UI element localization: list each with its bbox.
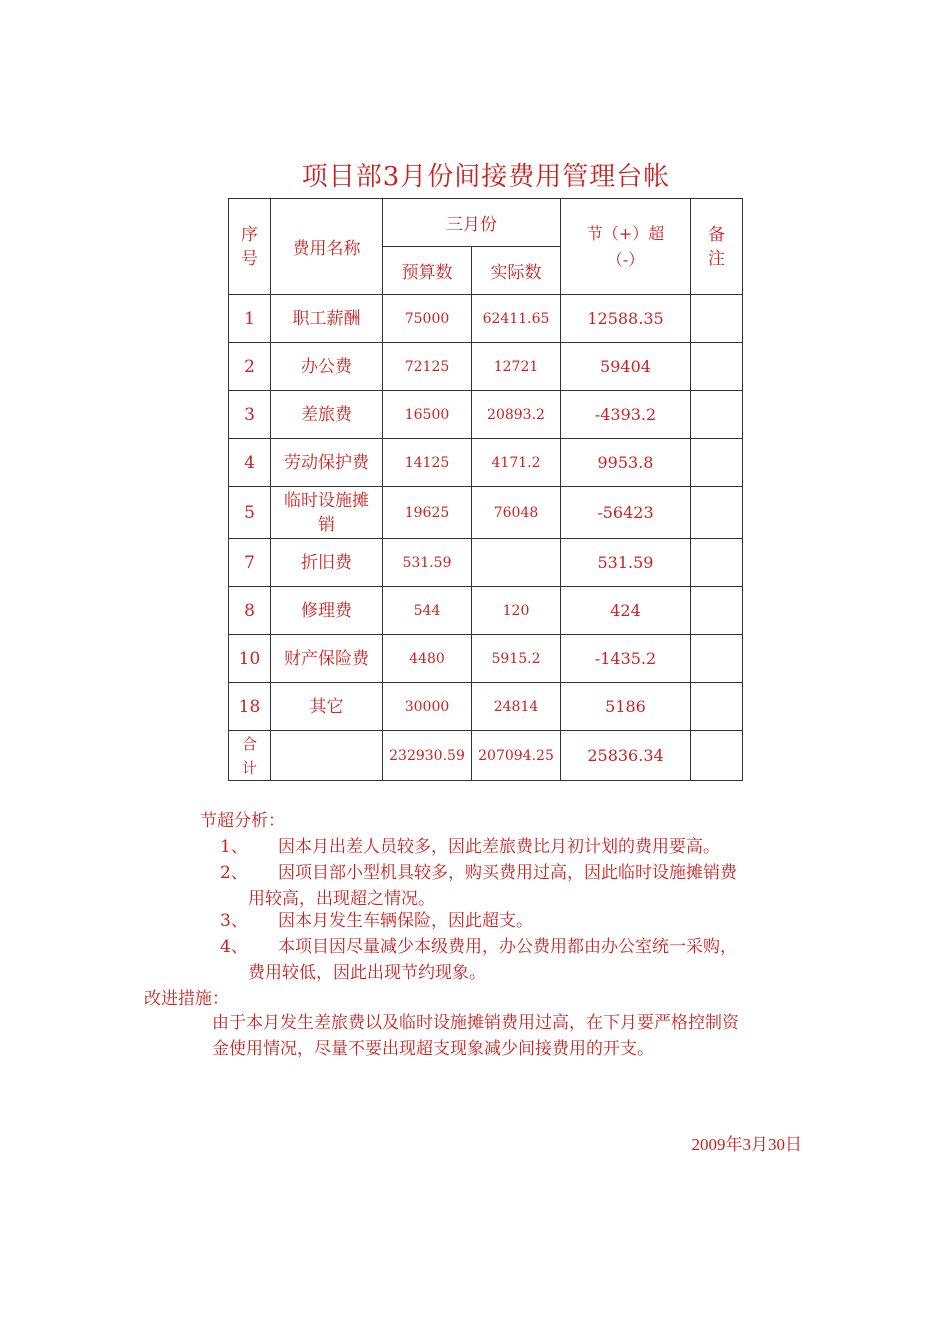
total-actual: 207094.25	[472, 731, 561, 781]
row-actual: 24814	[472, 683, 561, 731]
table-row	[229, 439, 743, 487]
analysis-item-4-line-1: 本项目因尽量减少本级费用，办公费用都由办公室统一采购，	[278, 937, 737, 957]
analysis-item-4-line-2: 费用较低，因此出现节约现象。	[248, 963, 486, 983]
header-diff-line1: 节（+）超	[586, 223, 665, 243]
row-index: 7	[229, 539, 271, 587]
analysis-item-3-line-1: 因本月发生车辆保险，因此超支。	[278, 911, 533, 931]
row-name: 临时设施摊销	[271, 487, 383, 539]
expense-ledger-table	[228, 198, 743, 781]
header-month: 三月份	[383, 199, 561, 247]
row-budget: 30000	[383, 683, 472, 731]
row-budget: 4480	[383, 635, 472, 683]
row-name: 劳动保护费	[271, 439, 383, 487]
table-row	[229, 343, 743, 391]
total-name	[271, 731, 383, 781]
row-index: 2	[229, 343, 271, 391]
table-row	[229, 487, 743, 539]
row-name: 折旧费	[271, 539, 383, 587]
row-actual: 62411.65	[472, 295, 561, 343]
row-diff: 9953.8	[561, 439, 691, 487]
row-name: 差旅费	[271, 391, 383, 439]
measures-heading: 改进措施：	[144, 989, 229, 1009]
row-budget: 14125	[383, 439, 472, 487]
measures-line-1: 由于本月发生差旅费以及临时设施摊销费用过高，在下月要严格控制资	[212, 1013, 739, 1033]
row-budget: 19625	[383, 487, 472, 539]
header-actual: 实际数	[472, 247, 561, 295]
row-actual: 76048	[472, 487, 561, 539]
table-row	[229, 635, 743, 683]
row-name: 修理费	[271, 587, 383, 635]
row-diff: 12588.35	[561, 295, 691, 343]
total-budget: 232930.59	[383, 731, 472, 781]
row-name: 财产保险费	[271, 635, 383, 683]
row-actual: 4171.2	[472, 439, 561, 487]
row-remark	[691, 439, 743, 487]
analysis-item-4-num: 4、	[220, 937, 248, 957]
row-index: 8	[229, 587, 271, 635]
table-row	[229, 587, 743, 635]
row-diff: -56423	[561, 487, 691, 539]
row-diff: -1435.2	[561, 635, 691, 683]
row-remark	[691, 587, 743, 635]
row-actual: 20893.2	[472, 391, 561, 439]
row-index: 18	[229, 683, 271, 731]
row-remark	[691, 683, 743, 731]
row-index: 4	[229, 439, 271, 487]
row-actual: 5915.2	[472, 635, 561, 683]
row-index: 3	[229, 391, 271, 439]
row-name: 其它	[271, 683, 383, 731]
header-diff-line2: （-）	[606, 249, 645, 269]
row-index: 5	[229, 487, 271, 539]
row-actual: 120	[472, 587, 561, 635]
report-date: 2009年3月30日	[691, 1135, 802, 1154]
row-budget: 16500	[383, 391, 472, 439]
row-name: 职工薪酬	[271, 295, 383, 343]
row-remark	[691, 635, 743, 683]
analysis-item-2-line-2: 用较高，出现超之情况。	[248, 889, 435, 909]
analysis-item-1-line-1: 因本月出差人员较多，因此差旅费比月初计划的费用要高。	[278, 837, 720, 857]
row-budget: 72125	[383, 343, 472, 391]
analysis-item-2-num: 2、	[220, 863, 248, 883]
row-actual	[472, 539, 561, 587]
row-diff: 5186	[561, 683, 691, 731]
row-name: 办公费	[271, 343, 383, 391]
row-remark	[691, 487, 743, 539]
row-remark	[691, 343, 743, 391]
table-row	[229, 539, 743, 587]
row-remark	[691, 391, 743, 439]
row-budget: 544	[383, 587, 472, 635]
row-index: 1	[229, 295, 271, 343]
header-remark: 备注	[691, 199, 743, 295]
page-title: 项目部3月份间接费用管理台帐	[301, 162, 671, 192]
table-row	[229, 391, 743, 439]
analysis-item-3-num: 3、	[220, 911, 248, 931]
header-index: 序号	[229, 199, 271, 295]
total-diff: 25836.34	[561, 731, 691, 781]
row-diff: 59404	[561, 343, 691, 391]
row-actual: 12721	[472, 343, 561, 391]
row-diff: 531.59	[561, 539, 691, 587]
row-remark	[691, 539, 743, 587]
header-diff	[561, 199, 691, 295]
measures-line-2: 金使用情况，尽量不要出现超支现象减少间接费用的开支。	[212, 1039, 654, 1059]
row-diff: -4393.2	[561, 391, 691, 439]
table-row	[229, 295, 743, 343]
total-remark	[691, 731, 743, 781]
table-row	[229, 683, 743, 731]
analysis-heading: 节超分析：	[200, 811, 285, 831]
ledger-rows	[229, 295, 743, 731]
analysis-item-2-line-1: 因项目部小型机具较多，购买费用过高，因此临时设施摊销费	[278, 863, 737, 883]
row-budget: 75000	[383, 295, 472, 343]
analysis-item-1-num: 1、	[220, 837, 248, 857]
row-diff: 424	[561, 587, 691, 635]
header-budget: 预算数	[383, 247, 472, 295]
total-index: 合计	[229, 731, 271, 781]
row-index: 10	[229, 635, 271, 683]
row-remark	[691, 295, 743, 343]
header-name: 费用名称	[271, 199, 383, 295]
total-row	[229, 731, 743, 781]
row-budget: 531.59	[383, 539, 472, 587]
